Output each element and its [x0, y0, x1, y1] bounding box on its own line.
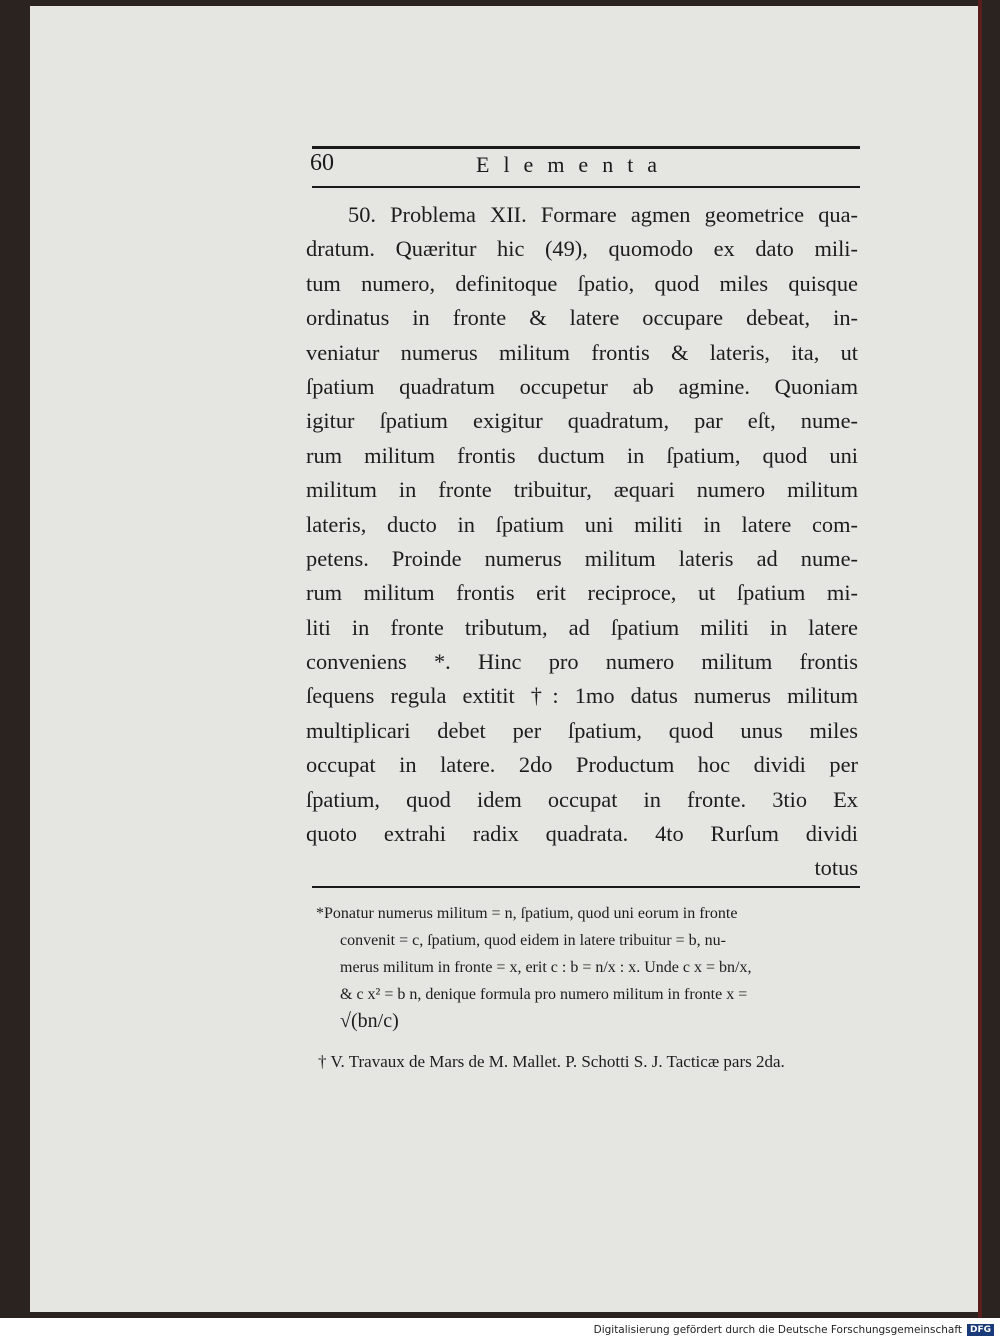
- body-line: liti in fronte tributum, ad ſpatium militi in latere: [306, 614, 858, 640]
- page-number: 60: [310, 150, 334, 176]
- header-rule-top: [312, 146, 860, 149]
- main-text: [306, 198, 858, 886]
- body-line: ordinatus in fronte & latere occupare debeat, in-: [306, 305, 858, 331]
- body-line: quoto extrahi radix quadrata. 4to Rurſum dividi: [306, 821, 858, 847]
- sqrt-formula: √(bn/c): [340, 1010, 399, 1032]
- body-line: ſequens regula extitit †: 1mo datus numerus militum: [306, 683, 858, 709]
- page-edge: [978, 0, 982, 1318]
- body-line: rum militum frontis erit reciproce, ut ſpatium mi-: [306, 580, 858, 606]
- funding-credit: Digitalisierung gefördert durch die Deutsche Forschungsgemeinschaft: [593, 1324, 962, 1336]
- body-line: rum militum frontis ductum in ſpatium, quod uni: [306, 442, 858, 468]
- running-title: Elementa: [476, 152, 672, 177]
- dfg-logo: DFG: [967, 1324, 994, 1336]
- body-line: ſpatium quadratum occupetur ab agmine. Quoniam: [306, 373, 858, 399]
- footnote-dagger: † V. Travaux de Mars de M. Mallet. P. Schotti S. J. Tacticæ pars 2da.: [318, 1052, 785, 1071]
- body-line: petens. Proinde numerus militum lateris ad nume-: [306, 545, 858, 571]
- footnote-rule: [312, 886, 860, 888]
- body-line: conveniens *. Hinc pro numero militum frontis: [306, 649, 858, 675]
- body-line: multiplicari debet per ſpatium, quod unus miles: [306, 717, 858, 743]
- footnote-line: convenit = c, ſpatium, quod eidem in latere tribuitur = b, nu-: [340, 932, 726, 949]
- body-line: ſpatium, quod idem occupat in fronte. 3tio Ex: [306, 786, 858, 812]
- footnote-line: *Ponatur numerus militum = n, ſpatium, quod uni eorum in fronte: [316, 905, 738, 922]
- body-line: tum numero, definitoque ſpatio, quod miles quisque: [306, 270, 858, 296]
- body-line: occupat in latere. 2do Productum hoc dividi per: [306, 752, 858, 778]
- body-line: veniatur numerus militum frontis & lateris, ita, ut: [306, 339, 858, 365]
- body-line: 50. Problema XII. Formare agmen geometrice qua-: [348, 202, 858, 227]
- body-line: dratum. Quæritur hic (49), quomodo ex dato mili-: [306, 236, 858, 262]
- catchword: totus: [814, 855, 858, 881]
- body-line: igitur ſpatium exigitur quadratum, par eſt, nume-: [306, 408, 858, 434]
- footnote-line: merus militum in fronte = x, erit c : b = n/x : x. Unde c x = bn/x,: [340, 959, 752, 976]
- header-rule-bottom: [312, 186, 860, 188]
- footnote-line: & c x² = b n, denique formula pro numero militum in fronte x =: [340, 986, 748, 1003]
- footnote-star: [316, 900, 856, 1008]
- body-line: militum in fronte tribuitur, æquari numero militum: [306, 477, 858, 503]
- body-line: lateris, ducto in ſpatium uni militi in latere com-: [306, 511, 858, 537]
